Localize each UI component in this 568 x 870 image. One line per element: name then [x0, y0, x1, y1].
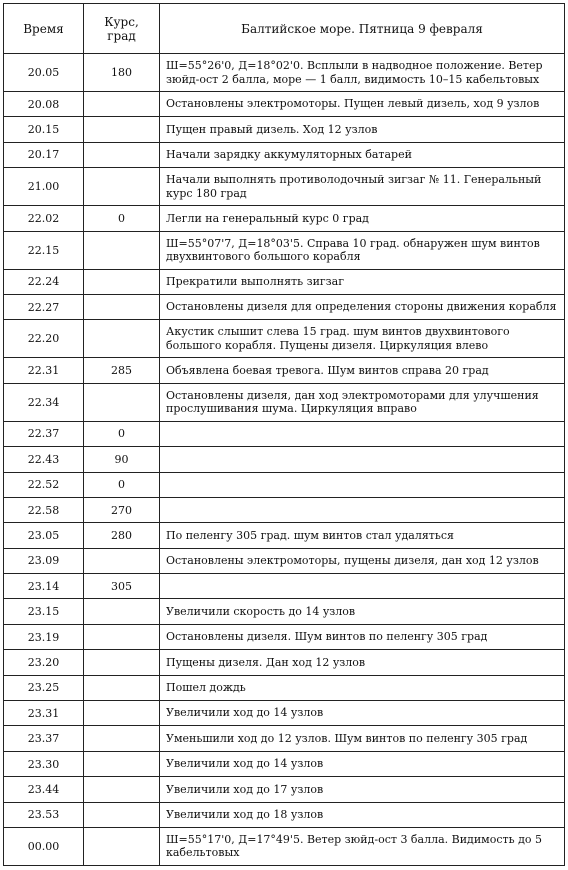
table-row [4, 701, 565, 726]
cell-time: 22.15 [4, 231, 84, 269]
table-row [4, 269, 565, 294]
cell-time: 00.00 [4, 827, 84, 865]
cell-course: 270 [84, 497, 160, 522]
cell-event: Акустик слышит слева 15 град. шум винтов двухвинтового большого корабля. Пущены дизеля. Циркуляция влево [160, 320, 565, 358]
cell-time: 22.20 [4, 320, 84, 358]
cell-event: Остановлены электромоторы, пущены дизеля, дан ход 12 узлов [160, 548, 565, 573]
cell-event [160, 447, 565, 472]
table-row [4, 624, 565, 649]
cell-time: 20.15 [4, 117, 84, 142]
cell-course [84, 548, 160, 573]
cell-course [84, 624, 160, 649]
table-row [4, 294, 565, 319]
cell-course [84, 117, 160, 142]
table-row [4, 827, 565, 865]
table-row [4, 599, 565, 624]
cell-course [84, 269, 160, 294]
cell-course [84, 675, 160, 700]
cell-course: 90 [84, 447, 160, 472]
table-row [4, 231, 565, 269]
table-row [4, 320, 565, 358]
header-course-line1: Курс, [104, 14, 139, 29]
cell-time: 22.24 [4, 269, 84, 294]
cell-event: Остановлены дизеля, дан ход электромоторами для улучшения прослушивания шума. Циркуляция вправо [160, 383, 565, 421]
cell-event [160, 421, 565, 446]
cell-time: 23.31 [4, 701, 84, 726]
table-row [4, 472, 565, 497]
table-row [4, 751, 565, 776]
cell-course [84, 599, 160, 624]
cell-time: 23.20 [4, 650, 84, 675]
cell-event: Увеличили ход до 18 узлов [160, 802, 565, 827]
cell-course: 0 [84, 472, 160, 497]
cell-course [84, 168, 160, 206]
table-row [4, 358, 565, 383]
cell-event: Пущены дизеля. Дан ход 12 узлов [160, 650, 565, 675]
table-row [4, 548, 565, 573]
header-course [84, 4, 160, 54]
cell-event: Пошел дождь [160, 675, 565, 700]
table-body [4, 54, 565, 866]
table-row [4, 650, 565, 675]
cell-event: Уменьшили ход до 12 узлов. Шум винтов по пеленгу 305 град [160, 726, 565, 751]
cell-time: 23.30 [4, 751, 84, 776]
cell-event: Увеличили ход до 17 узлов [160, 777, 565, 802]
cell-course [84, 701, 160, 726]
table-row [4, 421, 565, 446]
table-row [4, 675, 565, 700]
cell-event: Остановлены электромоторы. Пущен левый дизель, ход 9 узлов [160, 92, 565, 117]
cell-time: 22.27 [4, 294, 84, 319]
cell-time: 23.14 [4, 574, 84, 599]
cell-course [84, 777, 160, 802]
cell-event: Прекратили выполнять зигзаг [160, 269, 565, 294]
cell-course [84, 383, 160, 421]
cell-course [84, 751, 160, 776]
table-row [4, 447, 565, 472]
header-time: Время [4, 4, 84, 54]
cell-time: 22.43 [4, 447, 84, 472]
cell-course [84, 320, 160, 358]
cell-event: Пущен правый дизель. Ход 12 узлов [160, 117, 565, 142]
cell-course [84, 231, 160, 269]
cell-course: 285 [84, 358, 160, 383]
table-row [4, 523, 565, 548]
cell-course [84, 802, 160, 827]
cell-event: Увеличили ход до 14 узлов [160, 751, 565, 776]
table-row [4, 92, 565, 117]
cell-course [84, 92, 160, 117]
cell-event: Остановлены дизеля. Шум винтов по пеленгу 305 град [160, 624, 565, 649]
cell-course: 0 [84, 206, 160, 231]
table-header [4, 4, 565, 54]
cell-time: 23.53 [4, 802, 84, 827]
cell-course: 180 [84, 54, 160, 92]
table-row [4, 206, 565, 231]
cell-event: Объявлена боевая тревога. Шум винтов справа 20 град [160, 358, 565, 383]
cell-event [160, 574, 565, 599]
table-row [4, 726, 565, 751]
cell-course [84, 294, 160, 319]
header-event: Балтийское море. Пятница 9 февраля [160, 4, 565, 54]
cell-event: Увеличили скорость до 14 узлов [160, 599, 565, 624]
cell-course [84, 726, 160, 751]
cell-event: Ш=55°07'7, Д=18°03'5. Справа 10 град. обнаружен шум винтов двухвинтового большого корабля [160, 231, 565, 269]
cell-time: 20.17 [4, 142, 84, 167]
cell-event [160, 472, 565, 497]
cell-time: 23.15 [4, 599, 84, 624]
cell-course [84, 827, 160, 865]
cell-time: 21.00 [4, 168, 84, 206]
cell-event: Остановлены дизеля для определения стороны движения корабля [160, 294, 565, 319]
table-row [4, 54, 565, 92]
cell-course [84, 142, 160, 167]
cell-time: 23.09 [4, 548, 84, 573]
cell-time: 23.44 [4, 777, 84, 802]
table-row [4, 168, 565, 206]
table-row [4, 802, 565, 827]
cell-time: 20.05 [4, 54, 84, 92]
table-row [4, 777, 565, 802]
cell-time: 22.34 [4, 383, 84, 421]
cell-time: 23.05 [4, 523, 84, 548]
cell-event: Начали выполнять противолодочный зигзаг № 11. Генеральный курс 180 град [160, 168, 565, 206]
table-row [4, 117, 565, 142]
cell-time: 23.37 [4, 726, 84, 751]
table-row [4, 383, 565, 421]
cell-event: Начали зарядку аккумуляторных батарей [160, 142, 565, 167]
cell-event: Ш=55°26'0, Д=18°02'0. Всплыли в надводное положение. Ветер зюйд-ост 2 балла, море — 1 балл, видимость 10–15 кабельтовых [160, 54, 565, 92]
cell-time: 22.31 [4, 358, 84, 383]
cell-course: 280 [84, 523, 160, 548]
cell-time: 23.19 [4, 624, 84, 649]
cell-event: Легли на генеральный курс 0 град [160, 206, 565, 231]
cell-event: Ш=55°17'0, Д=17°49'5. Ветер зюйд-ост 3 балла. Видимость до 5 кабельтовых [160, 827, 565, 865]
cell-time: 22.58 [4, 497, 84, 522]
cell-course: 305 [84, 574, 160, 599]
cell-time: 22.37 [4, 421, 84, 446]
cell-course [84, 650, 160, 675]
header-course-line2: град [107, 28, 136, 43]
cell-time: 23.25 [4, 675, 84, 700]
cell-time: 22.52 [4, 472, 84, 497]
log-table [3, 3, 565, 866]
table-row [4, 574, 565, 599]
cell-time: 20.08 [4, 92, 84, 117]
cell-event: По пеленгу 305 град. шум винтов стал удаляться [160, 523, 565, 548]
table-row [4, 142, 565, 167]
cell-event: Увеличили ход до 14 узлов [160, 701, 565, 726]
table-row [4, 497, 565, 522]
cell-course: 0 [84, 421, 160, 446]
cell-time: 22.02 [4, 206, 84, 231]
cell-event [160, 497, 565, 522]
